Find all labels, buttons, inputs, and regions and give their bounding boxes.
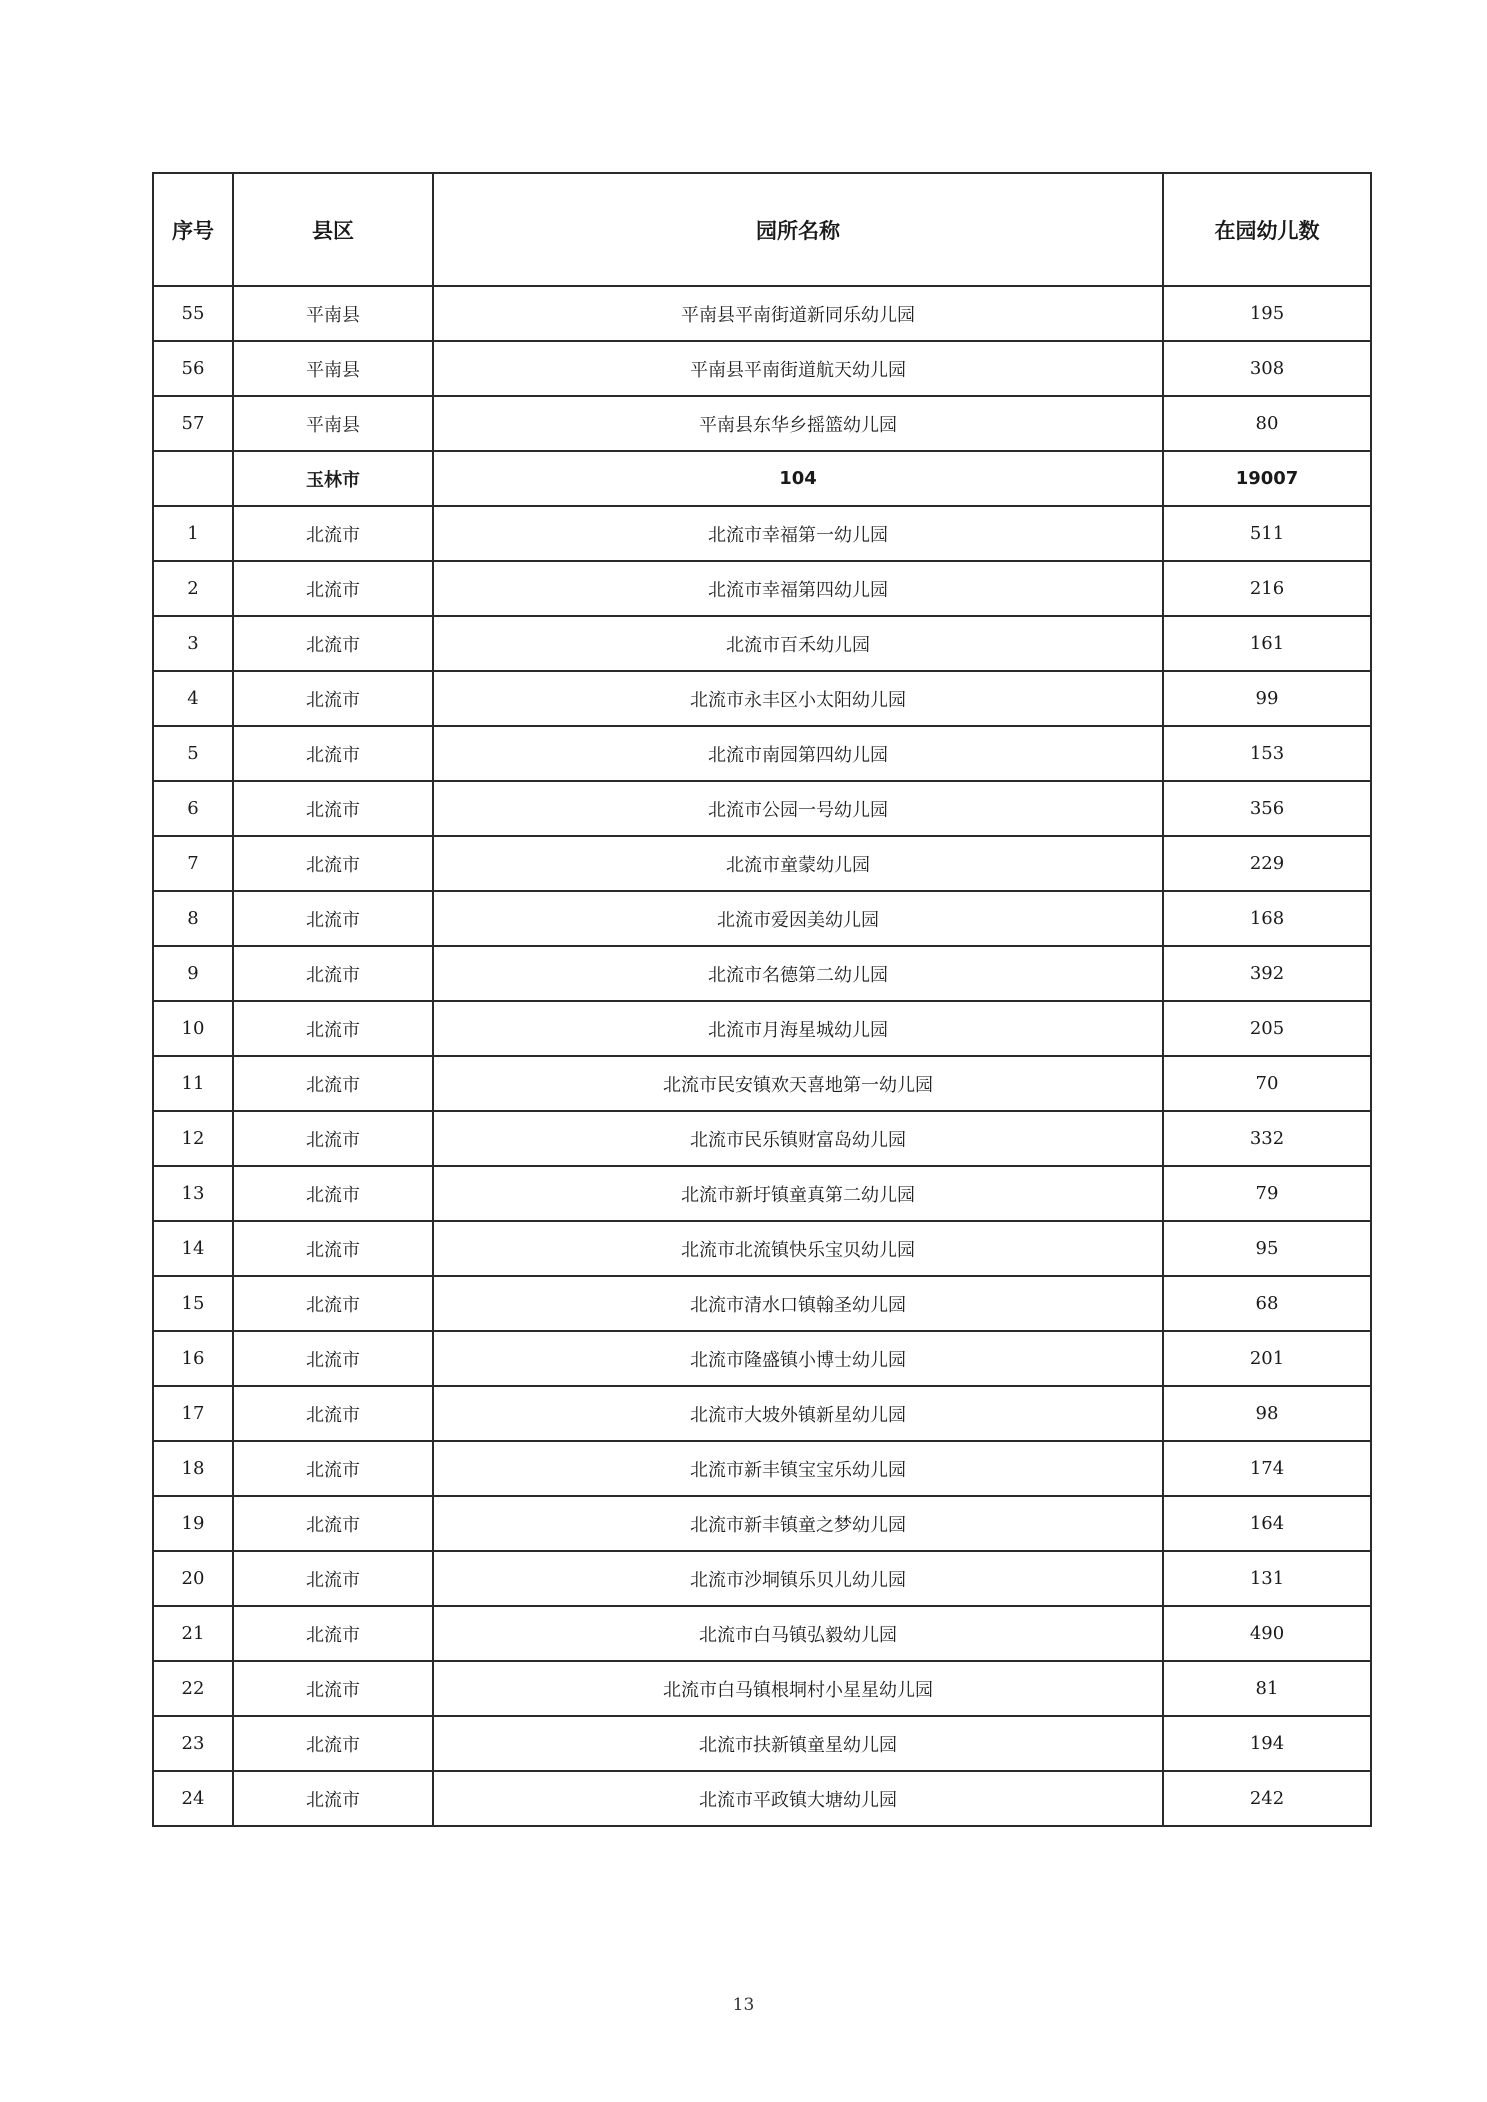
cell-enrollment-count: 80 xyxy=(1163,396,1371,451)
cell-kindergarten-name: 北流市新丰镇童之梦幼儿园 xyxy=(433,1496,1163,1551)
cell-serial-number: 2 xyxy=(153,561,233,616)
cell-enrollment-count: 201 xyxy=(1163,1331,1371,1386)
cell-kindergarten-name: 北流市幸福第四幼儿园 xyxy=(433,561,1163,616)
cell-serial-number: 57 xyxy=(153,396,233,451)
cell-kindergarten-name: 北流市平政镇大塘幼儿园 xyxy=(433,1771,1163,1826)
table-row xyxy=(153,1606,1371,1661)
table-row xyxy=(153,1661,1371,1716)
table-row xyxy=(153,781,1371,836)
cell-county: 北流市 xyxy=(233,616,433,671)
page-number: 13 xyxy=(732,1995,755,2015)
cell-county: 北流市 xyxy=(233,836,433,891)
cell-kindergarten-name: 104 xyxy=(433,451,1163,506)
cell-kindergarten-name: 北流市爱因美幼儿园 xyxy=(433,891,1163,946)
table-row xyxy=(153,836,1371,891)
cell-county: 北流市 xyxy=(233,1331,433,1386)
header-row xyxy=(153,173,1371,286)
cell-enrollment-count: 79 xyxy=(1163,1166,1371,1221)
cell-enrollment-count: 194 xyxy=(1163,1716,1371,1771)
cell-kindergarten-name: 北流市北流镇快乐宝贝幼儿园 xyxy=(433,1221,1163,1276)
cell-county: 北流市 xyxy=(233,1221,433,1276)
cell-serial-number: 1 xyxy=(153,506,233,561)
cell-kindergarten-name: 北流市沙垌镇乐贝儿幼儿园 xyxy=(433,1551,1163,1606)
cell-kindergarten-name: 北流市百禾幼儿园 xyxy=(433,616,1163,671)
cell-enrollment-count: 70 xyxy=(1163,1056,1371,1111)
cell-serial-number: 18 xyxy=(153,1441,233,1496)
cell-county: 北流市 xyxy=(233,1551,433,1606)
header-serial-number: 序号 xyxy=(153,173,233,286)
cell-county: 北流市 xyxy=(233,506,433,561)
table-row xyxy=(153,561,1371,616)
cell-kindergarten-name: 北流市大坡外镇新星幼儿园 xyxy=(433,1386,1163,1441)
table-row xyxy=(153,1166,1371,1221)
header-kindergarten-name: 园所名称 xyxy=(433,173,1163,286)
cell-enrollment-count: 332 xyxy=(1163,1111,1371,1166)
cell-serial-number: 20 xyxy=(153,1551,233,1606)
cell-kindergarten-name: 北流市南园第四幼儿园 xyxy=(433,726,1163,781)
cell-enrollment-count: 229 xyxy=(1163,836,1371,891)
cell-county: 北流市 xyxy=(233,1166,433,1221)
cell-kindergarten-name: 北流市月海星城幼儿园 xyxy=(433,1001,1163,1056)
cell-kindergarten-name: 平南县东华乡摇篮幼儿园 xyxy=(433,396,1163,451)
cell-serial-number: 14 xyxy=(153,1221,233,1276)
cell-county: 玉林市 xyxy=(233,451,433,506)
table-row xyxy=(153,1716,1371,1771)
cell-enrollment-count: 153 xyxy=(1163,726,1371,781)
cell-enrollment-count: 205 xyxy=(1163,1001,1371,1056)
cell-serial-number: 5 xyxy=(153,726,233,781)
cell-kindergarten-name: 北流市新丰镇宝宝乐幼儿园 xyxy=(433,1441,1163,1496)
cell-serial-number: 56 xyxy=(153,341,233,396)
cell-enrollment-count: 174 xyxy=(1163,1441,1371,1496)
cell-serial-number: 6 xyxy=(153,781,233,836)
table-row xyxy=(153,1276,1371,1331)
table-row xyxy=(153,286,1371,341)
cell-county: 北流市 xyxy=(233,1276,433,1331)
table-row xyxy=(153,946,1371,1001)
cell-serial-number: 8 xyxy=(153,891,233,946)
cell-county: 北流市 xyxy=(233,726,433,781)
cell-county: 平南县 xyxy=(233,286,433,341)
table-row xyxy=(153,1496,1371,1551)
cell-enrollment-count: 81 xyxy=(1163,1661,1371,1716)
table-row xyxy=(153,1111,1371,1166)
table-row xyxy=(153,1386,1371,1441)
cell-county: 北流市 xyxy=(233,1771,433,1826)
table-row xyxy=(153,1331,1371,1386)
header-county: 县区 xyxy=(233,173,433,286)
cell-county: 北流市 xyxy=(233,891,433,946)
cell-kindergarten-name: 北流市新圩镇童真第二幼儿园 xyxy=(433,1166,1163,1221)
table-header xyxy=(153,173,1371,286)
cell-serial-number: 13 xyxy=(153,1166,233,1221)
cell-serial-number: 21 xyxy=(153,1606,233,1661)
table-row xyxy=(153,616,1371,671)
cell-enrollment-count: 98 xyxy=(1163,1386,1371,1441)
cell-serial-number: 15 xyxy=(153,1276,233,1331)
cell-county: 北流市 xyxy=(233,1661,433,1716)
cell-enrollment-count: 195 xyxy=(1163,286,1371,341)
cell-kindergarten-name: 北流市幸福第一幼儿园 xyxy=(433,506,1163,561)
cell-enrollment-count: 511 xyxy=(1163,506,1371,561)
cell-enrollment-count: 356 xyxy=(1163,781,1371,836)
table-row xyxy=(153,1221,1371,1276)
cell-serial-number: 22 xyxy=(153,1661,233,1716)
cell-county: 北流市 xyxy=(233,1111,433,1166)
cell-enrollment-count: 308 xyxy=(1163,341,1371,396)
cell-serial-number: 16 xyxy=(153,1331,233,1386)
cell-county: 北流市 xyxy=(233,1606,433,1661)
cell-county: 北流市 xyxy=(233,781,433,836)
cell-enrollment-count: 95 xyxy=(1163,1221,1371,1276)
table-row xyxy=(153,1056,1371,1111)
cell-kindergarten-name: 北流市清水口镇翰圣幼儿园 xyxy=(433,1276,1163,1331)
cell-serial-number: 23 xyxy=(153,1716,233,1771)
table-row xyxy=(153,1551,1371,1606)
cell-county: 北流市 xyxy=(233,1496,433,1551)
table-row xyxy=(153,726,1371,781)
cell-kindergarten-name: 北流市白马镇弘毅幼儿园 xyxy=(433,1606,1163,1661)
cell-enrollment-count: 68 xyxy=(1163,1276,1371,1331)
cell-serial-number: 12 xyxy=(153,1111,233,1166)
kindergarten-table xyxy=(152,172,1372,1827)
table-row xyxy=(153,1001,1371,1056)
cell-kindergarten-name: 北流市永丰区小太阳幼儿园 xyxy=(433,671,1163,726)
cell-serial-number: 3 xyxy=(153,616,233,671)
table-body xyxy=(153,286,1371,1826)
header-enrollment-count: 在园幼儿数 xyxy=(1163,173,1371,286)
cell-enrollment-count: 168 xyxy=(1163,891,1371,946)
cell-serial-number: 7 xyxy=(153,836,233,891)
cell-serial-number: 9 xyxy=(153,946,233,1001)
cell-serial-number: 4 xyxy=(153,671,233,726)
table-row xyxy=(153,891,1371,946)
cell-kindergarten-name: 北流市白马镇根垌村小星星幼儿园 xyxy=(433,1661,1163,1716)
cell-kindergarten-name: 平南县平南街道航天幼儿园 xyxy=(433,341,1163,396)
cell-kindergarten-name: 北流市扶新镇童星幼儿园 xyxy=(433,1716,1163,1771)
cell-kindergarten-name: 平南县平南街道新同乐幼儿园 xyxy=(433,286,1163,341)
cell-kindergarten-name: 北流市民乐镇财富岛幼儿园 xyxy=(433,1111,1163,1166)
cell-county: 北流市 xyxy=(233,1386,433,1441)
subtotal-row xyxy=(153,451,1371,506)
cell-enrollment-count: 392 xyxy=(1163,946,1371,1001)
cell-enrollment-count: 490 xyxy=(1163,1606,1371,1661)
cell-serial-number: 10 xyxy=(153,1001,233,1056)
cell-county: 北流市 xyxy=(233,561,433,616)
cell-enrollment-count: 99 xyxy=(1163,671,1371,726)
cell-enrollment-count: 242 xyxy=(1163,1771,1371,1826)
cell-enrollment-count: 19007 xyxy=(1163,451,1371,506)
table-row xyxy=(153,1441,1371,1496)
cell-kindergarten-name: 北流市民安镇欢天喜地第一幼儿园 xyxy=(433,1056,1163,1111)
cell-enrollment-count: 164 xyxy=(1163,1496,1371,1551)
cell-county: 北流市 xyxy=(233,1001,433,1056)
cell-serial-number: 19 xyxy=(153,1496,233,1551)
cell-county: 北流市 xyxy=(233,1056,433,1111)
cell-serial-number: 55 xyxy=(153,286,233,341)
cell-county: 北流市 xyxy=(233,1716,433,1771)
cell-county: 北流市 xyxy=(233,671,433,726)
cell-enrollment-count: 216 xyxy=(1163,561,1371,616)
table-row xyxy=(153,671,1371,726)
cell-serial-number: 24 xyxy=(153,1771,233,1826)
cell-kindergarten-name: 北流市童蒙幼儿园 xyxy=(433,836,1163,891)
cell-county: 北流市 xyxy=(233,1441,433,1496)
cell-enrollment-count: 131 xyxy=(1163,1551,1371,1606)
table-row xyxy=(153,506,1371,561)
table-row xyxy=(153,396,1371,451)
cell-enrollment-count: 161 xyxy=(1163,616,1371,671)
table-row xyxy=(153,341,1371,396)
cell-county: 北流市 xyxy=(233,946,433,1001)
cell-serial-number: 11 xyxy=(153,1056,233,1111)
cell-kindergarten-name: 北流市公园一号幼儿园 xyxy=(433,781,1163,836)
cell-serial-number: 17 xyxy=(153,1386,233,1441)
cell-county: 平南县 xyxy=(233,396,433,451)
cell-county: 平南县 xyxy=(233,341,433,396)
cell-kindergarten-name: 北流市隆盛镇小博士幼儿园 xyxy=(433,1331,1163,1386)
cell-serial-number xyxy=(153,451,233,506)
table-row xyxy=(153,1771,1371,1826)
cell-kindergarten-name: 北流市名德第二幼儿园 xyxy=(433,946,1163,1001)
